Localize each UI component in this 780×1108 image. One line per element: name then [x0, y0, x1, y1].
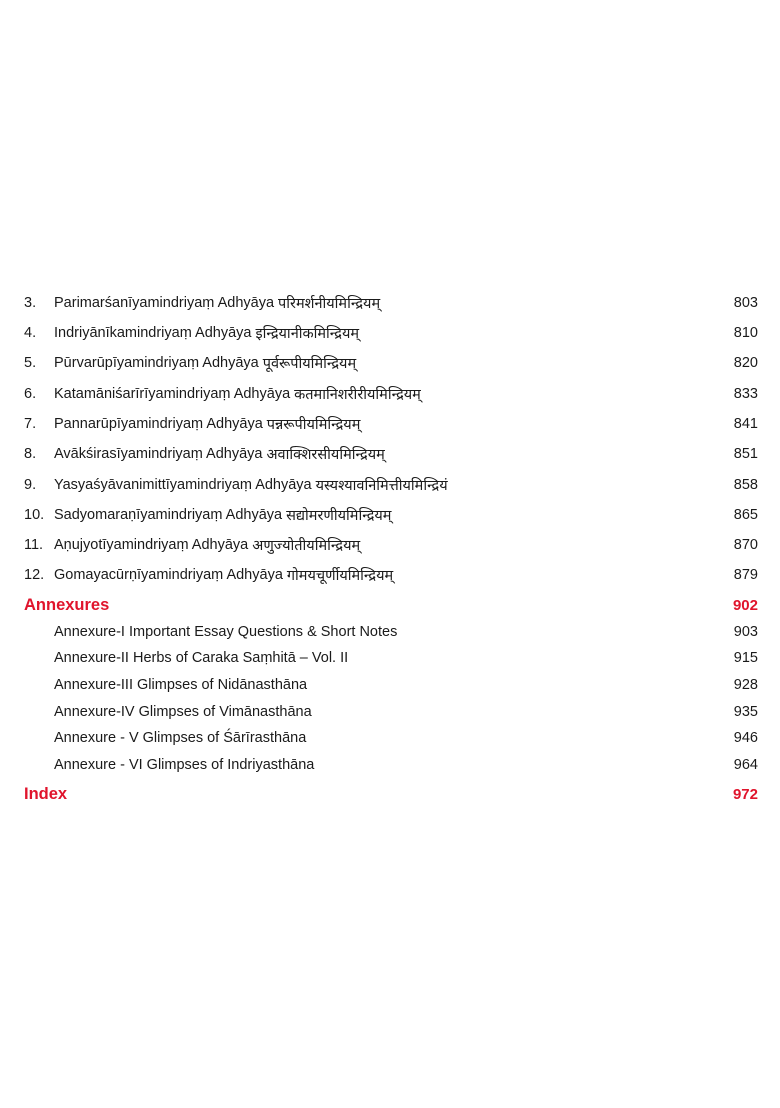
toc-entry[interactable] [24, 562, 758, 588]
entry-page-number: 879 [733, 567, 758, 583]
entry-number: 3. [24, 295, 37, 311]
entry-sanskrit: इन्द्रियानीकमिन्द्रियम् [255, 326, 360, 342]
annexure-title: Annexure-IV Glimpses of Vimānasthāna [54, 704, 312, 720]
annexure-page-number: 928 [733, 677, 758, 693]
entry-title: Yasyaśyāvanimittīyamindriyaṃ Adhyāya [54, 477, 312, 493]
annexure-entry[interactable] [54, 752, 758, 778]
entry-page-number: 820 [733, 355, 758, 371]
entry-sanskrit: अवाक्शिरसीयमिन्द्रियम् [266, 447, 385, 463]
toc-entry[interactable] [24, 320, 758, 346]
annexure-entry[interactable] [54, 699, 758, 725]
entry-sanskrit: अणुज्योतीयमिन्द्रियम् [252, 538, 361, 554]
annexure-page-number: 946 [733, 730, 758, 746]
entry-title: Katamāniśarīrīyamindriyaṃ Adhyāya [54, 386, 291, 402]
annexure-page-number: 964 [733, 757, 758, 773]
entry-page-number: 810 [733, 325, 758, 341]
toc-entry[interactable] [24, 290, 758, 316]
entry-sanskrit: परिमर्शनीयमिन्द्रियम् [278, 296, 381, 312]
entry-title: Avākśirasīyamindriyaṃ Adhyāya [54, 446, 263, 462]
annexure-entry[interactable] [54, 672, 758, 698]
entry-title: Indriyānīkamindriyaṃ Adhyāya [54, 325, 252, 341]
toc-entry-title [24, 565, 393, 585]
entry-number: 7. [24, 416, 37, 432]
entry-number: 11. [24, 537, 44, 553]
annexure-page-number: 935 [733, 704, 758, 720]
entry-title: Sadyomaraṇīyamindriyaṃ Adhyāya [54, 507, 283, 523]
toc-entry[interactable] [24, 350, 758, 376]
toc-entry[interactable] [24, 532, 758, 558]
annexure-entry[interactable] [54, 725, 758, 751]
toc-entry-title [24, 444, 385, 464]
toc-entry-title [24, 323, 359, 343]
annexure-entry[interactable] [54, 645, 758, 671]
entry-number: 12. [24, 567, 45, 583]
entry-sanskrit: सद्योमरणीयमिन्द्रियम् [286, 508, 392, 524]
annexure-entry[interactable] [54, 619, 758, 645]
entry-title: Gomayacūrṇīyamindriyaṃ Adhyāya [54, 567, 283, 583]
annexures-page-number: 902 [732, 596, 758, 614]
annexure-page-number: 903 [733, 624, 758, 640]
index-heading-label: Index [24, 784, 68, 803]
toc-entry[interactable] [24, 381, 758, 407]
toc-entry-title [24, 475, 448, 495]
annexure-title: Annexure - VI Glimpses of Indriyasthāna [54, 757, 315, 773]
entry-number: 6. [24, 386, 37, 402]
entry-sanskrit: पूर्वरूपीयमिन्द्रियम् [262, 356, 357, 372]
entry-title: Pūrvarūpīyamindriyaṃ Adhyāya [54, 355, 259, 371]
entry-page-number: 833 [733, 386, 758, 402]
entry-number: 9. [24, 477, 37, 493]
toc-entry-title [24, 414, 360, 434]
toc-entry[interactable] [24, 411, 758, 437]
index-page-number: 972 [732, 785, 758, 803]
annexure-page-number: 915 [733, 650, 758, 666]
entry-sanskrit: यस्यश्यावनिमित्तीयमिन्द्रियं [315, 478, 448, 494]
entry-title: Pannarūpīyamindriyaṃ Adhyāya [54, 416, 263, 432]
toc-entry-title [24, 293, 380, 313]
entry-title: Parimarśanīyamindriyaṃ Adhyāya [54, 295, 275, 311]
entry-page-number: 851 [733, 446, 758, 462]
toc-entry[interactable] [24, 502, 758, 528]
entry-sanskrit: कतमानिशरीरीयमिन्द्रियम् [294, 387, 421, 403]
annexures-heading[interactable] [24, 592, 758, 618]
entry-page-number: 865 [733, 507, 758, 523]
entry-number: 10. [24, 507, 45, 523]
toc-entry-title [24, 535, 360, 555]
annexure-title: Annexure-II Herbs of Caraka Saṃhitā – Vol. II [54, 650, 349, 666]
toc-entry-title [24, 505, 391, 525]
annexure-title: Annexure-I Important Essay Questions & Short Notes [54, 624, 398, 640]
annexures-heading-label: Annexures [24, 595, 110, 614]
toc-entry-title [24, 384, 421, 404]
entry-number: 5. [24, 355, 37, 371]
entry-page-number: 870 [733, 537, 758, 553]
entry-sanskrit: पन्नरूपीयमिन्द्रियम् [266, 417, 361, 433]
annexure-title: Annexure-III Glimpses of Nidānasthāna [54, 677, 308, 693]
index-heading[interactable] [24, 781, 758, 807]
entry-sanskrit: गोमयचूर्णीयमिन्द्रियम् [286, 568, 394, 584]
toc-entry[interactable] [24, 472, 758, 498]
toc-entry[interactable] [24, 441, 758, 467]
entry-page-number: 841 [733, 416, 758, 432]
annexure-title: Annexure - V Glimpses of Śārīrasthāna [54, 730, 307, 746]
entry-page-number: 803 [733, 295, 758, 311]
entry-title: Aṇujyotīyamindriyaṃ Adhyāya [54, 537, 249, 553]
entry-page-number: 858 [733, 477, 758, 493]
entry-number: 4. [24, 325, 37, 341]
entry-number: 8. [24, 446, 37, 462]
toc-entry-title [24, 353, 356, 373]
